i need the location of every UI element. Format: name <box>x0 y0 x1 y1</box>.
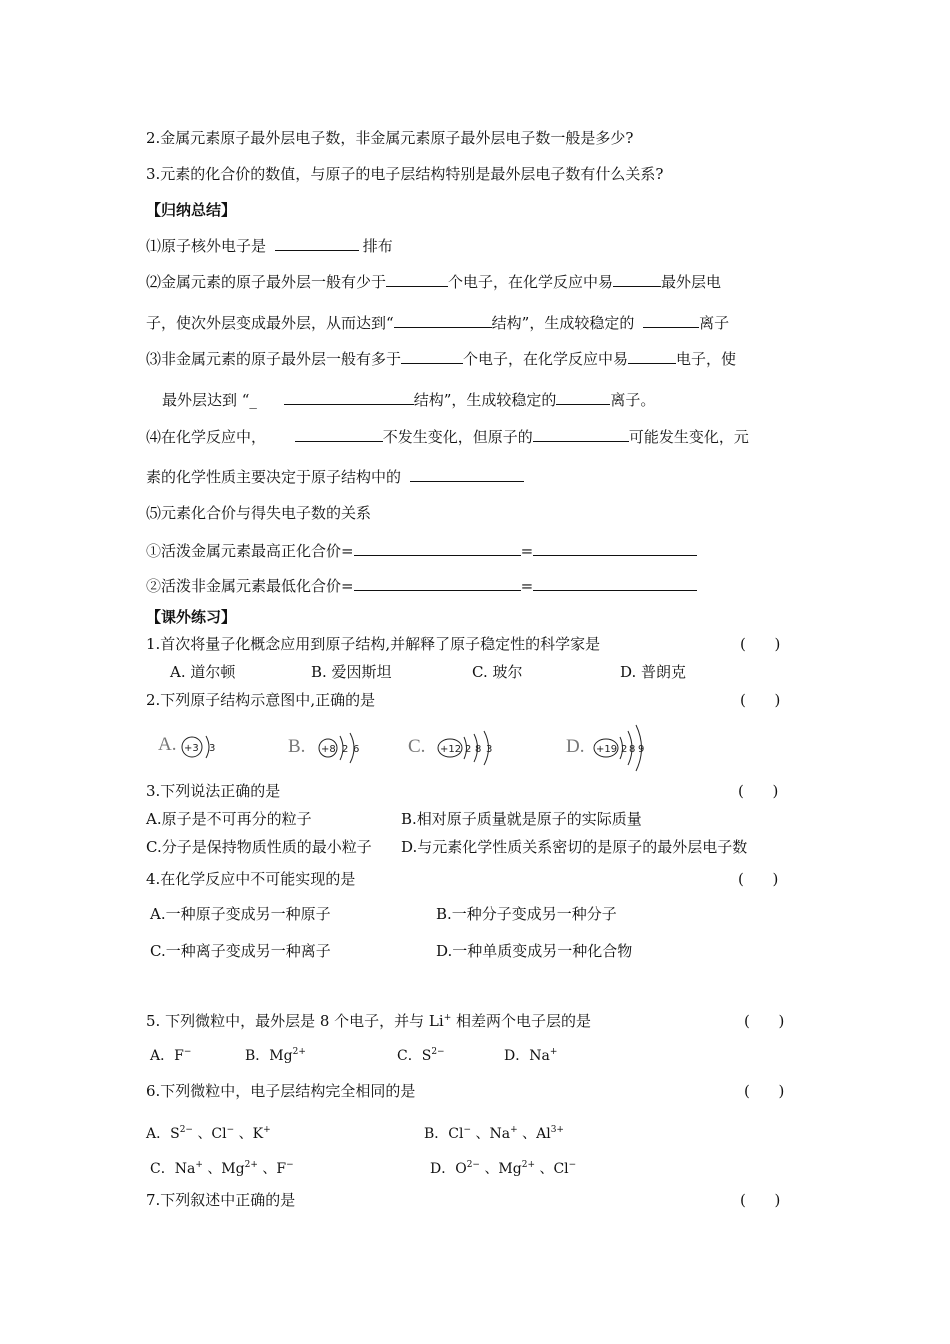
option-charge: 2− <box>431 1047 445 1057</box>
option-charge: 2+ <box>521 1160 536 1170</box>
q4-option-d[interactable]: D.一种单质变成另一种化合物 <box>436 942 633 960</box>
option-charge: − <box>183 1047 192 1057</box>
answer-paren[interactable]: ( ) <box>738 782 779 800</box>
option-text: 、Mg <box>484 1161 522 1177</box>
s4-d: 素的化学性质主要决定于原子结构中的 <box>146 468 402 486</box>
option-text: A．F <box>150 1048 184 1064</box>
summary-item-5: ⑸元素化合价与得失电子数的关系 <box>146 504 372 522</box>
exercise-q4: 4.在化学反应中不可能实现的是 <box>146 870 356 888</box>
s4-a: ⑷在化学反应中， <box>146 428 267 446</box>
option-text: C．Na <box>150 1161 196 1177</box>
blank[interactable] <box>643 312 699 328</box>
q3-option-a[interactable]: A.原子是不可再分的粒子 <box>146 810 312 828</box>
exercises-heading: 【课外练习】 <box>146 608 237 626</box>
option-charge: 3+ <box>550 1125 564 1135</box>
exercise-q7: 7.下列叙述中正确的是 <box>146 1191 296 1209</box>
shell-electrons: 9 <box>638 744 645 755</box>
blank[interactable] <box>354 575 521 591</box>
q1-option-d[interactable]: D. 普朗克 <box>620 663 687 681</box>
atom-structure-svg <box>178 730 258 770</box>
blank[interactable] <box>354 540 521 556</box>
summary-item-4-line1 <box>146 426 749 447</box>
s3-a: ⑶非金属元素的原子最外层一般有多于 <box>146 350 402 368</box>
blank[interactable] <box>275 235 359 251</box>
option-text: D．O <box>430 1161 467 1177</box>
option-text: 、Al <box>522 1126 551 1142</box>
exercise-q5 <box>146 1011 591 1031</box>
exercise-q6: 6.下列微粒中，电子层结构完全相同的是 <box>146 1082 416 1100</box>
option-text: 、Cl <box>197 1126 227 1142</box>
shell-electrons: 2 <box>342 744 349 755</box>
atom-diagram-d[interactable] <box>566 722 686 778</box>
q5-text-b: 相差两个电子层的是 <box>451 1012 592 1030</box>
summary-item-3-line1 <box>146 348 736 369</box>
atom-diagram-b[interactable] <box>288 730 398 770</box>
option-charge: 2+ <box>292 1047 306 1057</box>
shell-electrons: 3 <box>486 744 493 755</box>
blank[interactable] <box>533 540 697 556</box>
s1-suffix: 排布 <box>362 237 393 255</box>
option-charge: − <box>226 1125 235 1135</box>
option-text: D．Na <box>504 1048 550 1064</box>
nucleus-charge: +12 <box>440 744 462 755</box>
q3-option-b[interactable]: B.相对原子质量就是原子的实际质量 <box>401 810 642 828</box>
question-2-top: 2.金属元素原子最外层电子数，非金属元素原子最外层电子数一般是多少? <box>146 129 634 147</box>
answer-paren[interactable]: ( ) <box>738 870 779 888</box>
diagram-label: A. <box>158 734 177 755</box>
q5-option-c[interactable] <box>397 1046 445 1066</box>
q6-option-c[interactable] <box>150 1159 294 1179</box>
option-text: A．S <box>146 1126 180 1142</box>
q5-option-a[interactable] <box>150 1046 191 1066</box>
q4-option-a[interactable]: A.一种原子变成另一种原子 <box>150 905 331 923</box>
atom-structure-svg <box>316 730 396 770</box>
atom-diagram-a[interactable] <box>158 730 268 770</box>
answer-paren[interactable]: ( ) <box>740 1191 781 1209</box>
option-charge: + <box>263 1125 271 1135</box>
diagram-label: D. <box>566 736 585 757</box>
s5-2a: ②活泼非金属元素最低化合价= <box>146 577 354 595</box>
shell-electrons: 6 <box>353 744 360 755</box>
summary-item-5-1 <box>146 540 697 561</box>
shell-electrons: 2 <box>465 744 472 755</box>
s1-prefix: ⑴原子核外电子是 <box>146 237 267 255</box>
answer-paren[interactable]: ( ) <box>740 691 781 709</box>
nucleus-charge: +8 <box>321 744 336 755</box>
atom-structure-svg <box>590 722 680 778</box>
option-text: C．S <box>397 1048 432 1064</box>
answer-paren[interactable]: ( ) <box>740 635 781 653</box>
option-charge: + <box>195 1160 203 1170</box>
summary-heading: 【归纳总结】 <box>146 201 237 219</box>
blank[interactable] <box>410 466 524 482</box>
s4-c: 可能发生变化，元 <box>628 428 749 446</box>
s2-b: 个电子，在化学反应中易 <box>448 273 614 291</box>
q6-option-d[interactable] <box>430 1159 576 1179</box>
q3-option-d[interactable]: D.与元素化学性质关系密切的是原子的最外层电子数 <box>401 838 748 856</box>
option-text: 、Cl <box>539 1161 569 1177</box>
q1-option-c[interactable]: C. 玻尔 <box>472 663 523 681</box>
option-text: 、Mg <box>207 1161 245 1177</box>
nucleus-charge: +19 <box>596 744 618 755</box>
q5-sup: + <box>443 1013 452 1023</box>
blank[interactable] <box>295 426 383 442</box>
option-charge: − <box>286 1160 294 1170</box>
atom-structure-svg <box>434 730 524 774</box>
s2-f: 离子 <box>699 314 730 332</box>
q6-option-a[interactable] <box>146 1124 271 1144</box>
s3-c: 电子，使 <box>676 350 737 368</box>
s4-b: 不发生变化，但原子的 <box>382 428 533 446</box>
q5-text-a: 5. 下列微粒中，最外层是 8 个电子，并与 Li <box>146 1012 444 1030</box>
option-text: 、Na <box>475 1126 511 1142</box>
shell-electrons: 8 <box>475 744 482 755</box>
blank[interactable] <box>386 271 448 287</box>
blank[interactable] <box>533 426 629 442</box>
option-text: 、K <box>238 1126 264 1142</box>
s2-c: 最外层电 <box>661 273 722 291</box>
blank[interactable] <box>556 389 610 405</box>
atom-diagram-c[interactable] <box>408 730 528 774</box>
shell-electrons: 2 <box>621 744 628 755</box>
exercise-q2: 2.下列原子结构示意图中,正确的是 <box>146 691 376 709</box>
blank[interactable] <box>613 271 661 287</box>
diagram-label: B. <box>288 736 306 757</box>
blank[interactable] <box>394 312 492 328</box>
blank[interactable] <box>401 348 463 364</box>
option-charge: + <box>549 1047 558 1057</box>
q4-option-c[interactable]: C.一种离子变成另一种离子 <box>150 942 331 960</box>
s3-e: 结构”，生成较稳定的 <box>413 391 557 409</box>
q4-option-b[interactable]: B.一种分子变成另一种分子 <box>436 905 617 923</box>
q5-option-d[interactable] <box>504 1046 557 1066</box>
s3-d: 最外层达到 “_ <box>162 391 257 409</box>
question-3-top: 3.元素的化合价的数值，与原子的电子层结构特别是最外层电子数有什么关系? <box>146 165 664 183</box>
option-text: 、F <box>262 1161 287 1177</box>
q1-option-a[interactable]: A. 道尔顿 <box>170 663 236 681</box>
option-charge: + <box>510 1125 518 1135</box>
diagram-label: C. <box>408 736 426 757</box>
answer-paren[interactable]: ( ) <box>744 1082 785 1100</box>
blank[interactable] <box>628 348 676 364</box>
option-charge: 2+ <box>244 1160 258 1170</box>
exercise-q1: 1.首次将量子化概念应用到原子结构,并解释了原子稳定性的科学家是 <box>146 635 601 653</box>
option-text: B．Cl <box>424 1126 464 1142</box>
answer-paren[interactable]: ( ) <box>744 1012 785 1030</box>
option-charge: − <box>463 1125 472 1135</box>
option-text: B．Mg <box>245 1048 293 1064</box>
summary-item-4-line2 <box>146 466 524 487</box>
s5-1a: ①活泼金属元素最高正化合价= <box>146 542 354 560</box>
option-charge: 2− <box>179 1125 193 1135</box>
q3-option-c[interactable]: C.分子是保持物质性质的最小粒子 <box>146 838 372 856</box>
summary-item-3-line2 <box>162 389 655 410</box>
q5-option-b[interactable] <box>245 1046 306 1066</box>
s5-eq: = <box>520 542 534 560</box>
s3-b: 个电子，在化学反应中易 <box>463 350 629 368</box>
exercise-q3: 3.下列说法正确的是 <box>146 782 281 800</box>
option-charge: 2− <box>466 1160 480 1170</box>
s5-eq: = <box>520 577 534 595</box>
summary-item-5-2 <box>146 575 697 596</box>
q6-option-b[interactable] <box>424 1124 564 1144</box>
q1-option-b[interactable]: B. 爱因斯坦 <box>311 663 392 681</box>
blank[interactable] <box>533 575 697 591</box>
summary-item-2-line2 <box>146 312 729 333</box>
summary-item-1 <box>146 235 393 256</box>
s2-e: 结构”，生成较稳定的 <box>491 314 635 332</box>
blank[interactable] <box>284 389 414 405</box>
s2-a: ⑵金属元素的原子最外层一般有少于 <box>146 273 387 291</box>
option-charge: − <box>568 1160 577 1170</box>
nucleus-charge: +3 <box>184 743 199 754</box>
shell-electrons: 8 <box>629 744 636 755</box>
s3-f: 离子。 <box>610 391 656 409</box>
summary-item-2-line1 <box>146 271 721 292</box>
shell-electrons: 3 <box>209 743 216 754</box>
s2-d: 子，使次外层变成最外层，从而达到“ <box>146 314 394 332</box>
